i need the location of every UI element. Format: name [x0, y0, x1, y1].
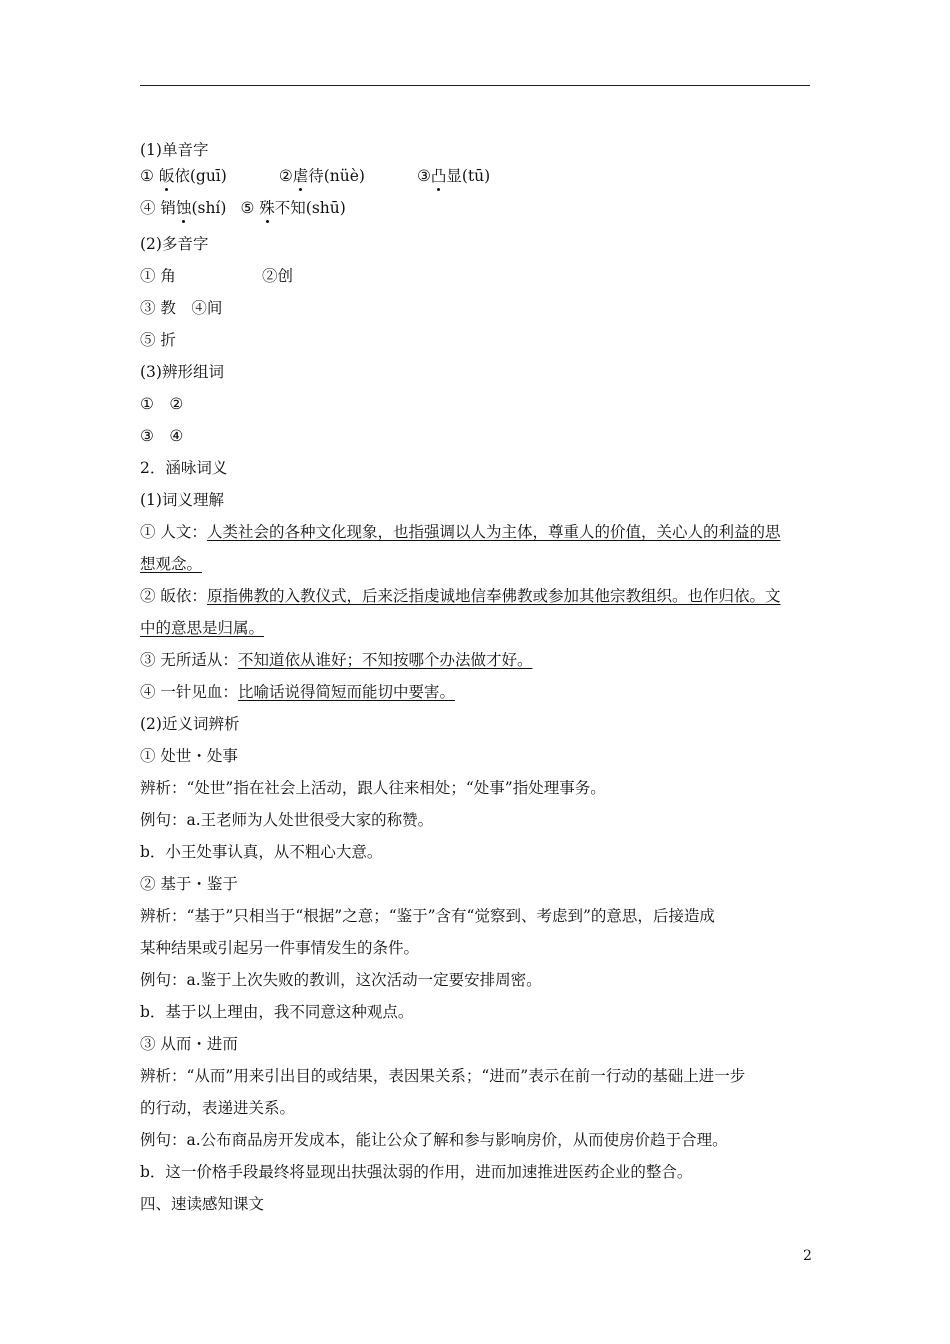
- analysis-2: 辨析：“基于”只相当于“根据”之意；“鉴于”含有“觉察到、考虑到”的意思，后接造成: [140, 907, 715, 925]
- example-1a: 例句：a.王老师为人处世很受大家的称赞。: [140, 811, 434, 829]
- pinyin-line-1: ① 皈依(guī) ②虐待(nüè) ③凸显(tū): [140, 167, 491, 185]
- header-rule: [140, 85, 810, 86]
- synonym-pair-2: ② 基于・鉴于: [140, 875, 238, 893]
- heading-synonyms: (2)近义词辨析: [140, 715, 240, 733]
- example-2b: b．基于以上理由，我不同意这种观点。: [140, 1003, 414, 1021]
- analysis-2-cont: 某种结果或引起另一件事情发生的条件。: [140, 939, 420, 957]
- heading-multi-sound: (2)多音字: [140, 235, 209, 253]
- emphasis-char: 皈: [158, 167, 175, 185]
- example-1b: b．小王处事认真，从不粗心大意。: [140, 843, 383, 861]
- synonym-pair-1: ① 处世・处事: [140, 747, 238, 765]
- analysis-3: 辨析：“从而”用来引出目的或结果，表因果关系；“进而”表示在前一行动的基础上进一步: [140, 1067, 746, 1085]
- heading-word-understanding: (1)词义理解: [140, 491, 224, 509]
- definition-guiyi-cont: 中的意思是归属。: [140, 619, 265, 637]
- shape-words-line-2: ③ ④: [140, 427, 184, 445]
- emphasis-char: 殊: [259, 199, 275, 217]
- analysis-1: 辨析：“处世”指在社会上活动，跟人往来相处；“处事”指处理事务。: [140, 779, 606, 797]
- pinyin-line-2: ④ 销蚀(shí) ⑤ 殊不知(shū): [140, 199, 346, 217]
- definition-renwen: ① 人文：人类社会的各种文化现象，也指强调以人为主体，尊重人的价值，关心人的利益的思: [140, 523, 781, 541]
- section-heading-meaning: 2．涵咏词义: [140, 459, 228, 477]
- example-2a: 例句：a.鉴于上次失败的教训，这次活动一定要安排周密。: [140, 971, 542, 989]
- multi-sound-line-2: ③ 教 ④间: [140, 299, 223, 317]
- multi-sound-line-1: ① 角 ②创: [140, 267, 293, 285]
- section-heading-reading: 四、速读感知课文: [140, 1195, 265, 1213]
- synonym-pair-3: ③ 从而・进而: [140, 1035, 238, 1053]
- definition-yizhenjianxue: ④ 一针见血：比喻话说得简短而能切中要害。: [140, 683, 455, 701]
- page-number: 2: [803, 1248, 812, 1264]
- emphasis-char: 蚀: [175, 199, 192, 217]
- example-3b: b．这一价格手段最终将显现出扶强汰弱的作用，进而加速推进医药企业的整合。: [140, 1163, 693, 1181]
- definition-wusuoshicong: ③ 无所适从：不知道依从谁好；不知按哪个办法做才好。: [140, 651, 533, 669]
- emphasis-char: 虐: [292, 167, 309, 185]
- heading-single-sound: (1)单音字: [140, 141, 209, 159]
- definition-guiyi: ② 皈依：原指佛教的入教仪式，后来泛指虔诚地信奉佛教或参加其他宗教组织。也作归依。文: [140, 587, 781, 605]
- emphasis-char: 凸: [430, 167, 447, 185]
- analysis-3-cont: 的行动，表递进关系。: [140, 1099, 296, 1117]
- definition-renwen-cont: 想观念。: [140, 555, 203, 573]
- shape-words-line-1: ① ②: [140, 395, 184, 413]
- example-3a: 例句：a.公布商品房开发成本，能让公众了解和参与影响房价，从而使房价趋于合理。: [140, 1131, 728, 1149]
- multi-sound-line-3: ⑤ 折: [140, 331, 176, 349]
- heading-shape-words: (3)辨形组词: [140, 363, 224, 381]
